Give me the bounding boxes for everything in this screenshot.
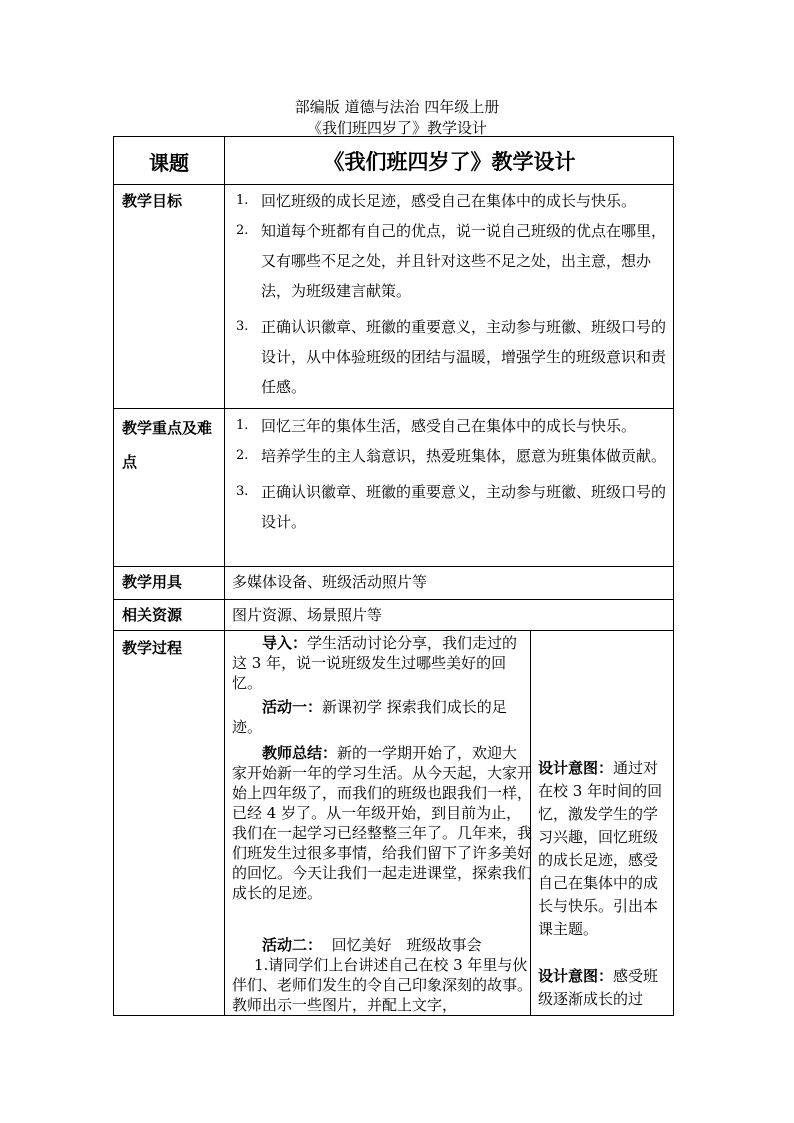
- title-label: 课题: [149, 150, 189, 175]
- design-intent-1: 设计意图：通过对在校 3 年时间的回忆，激发学生的学习兴趣，回忆班级的成长足迹，感受自己在集体中的成长与快乐。引出本课主题。: [538, 759, 663, 938]
- header-line-1: 部编版 道德与法治 四年级上册: [294, 98, 500, 116]
- list-item: 1. 回忆三年的集体生活，感受自己在集体中的成长与快乐。: [236, 417, 637, 435]
- row-divider: [114, 630, 673, 631]
- process-content: [232, 633, 532, 1015]
- tools-value: 多媒体设备、班级活动照片等: [232, 573, 428, 591]
- row-divider: [114, 408, 673, 409]
- list-item: 2. 培养学生的主人翁意识，热爱班集体，愿意为班集体做贡献。: [236, 447, 667, 465]
- row-divider: [114, 599, 673, 600]
- list-item: 1. 回忆班级的成长足迹，感受自己在集体中的成长与快乐。: [236, 192, 637, 210]
- header-line-2: 《我们班四岁了》教学设计: [306, 119, 487, 137]
- list-item: 3. 正确认识徽章、班徽的重要意义，主动参与班徽、班级口号的设计，从中体验班级的团结与温暖，增强学生的班级意识和责任感。: [236, 318, 667, 396]
- summary-paragraph: 教师总结：新的一学期开始了，欢迎大家开始新一年的学习生活。从今天起，大家开始上四年级了，而我们的班级也跟我们一样，已经 4 岁了。从一年级开始，到目前为止，我们在一起学习已经整整三年了。几年来，我们班发生过很多事情，给我们留下了许多美好的回忆。今天让我们一起走进课堂，探索我们成长的足迹。: [232, 744, 533, 902]
- objectives-list: [226, 186, 667, 402]
- tools-label: 教学用具: [122, 573, 183, 591]
- activity2-paragraph: 活动二： 回忆美好 班级故事会: [262, 936, 482, 954]
- objectives-label: 教学目标: [122, 192, 183, 210]
- activity2-body: 1.请同学们上台讲述自己在校 3 年里与伙伴们、老师们发生的令自己印象深刻的故事。教师出示一些图片，并配上文字，: [232, 956, 533, 1014]
- lesson-plan-table: [113, 136, 674, 1016]
- key-points-label: 教学重点及难点: [122, 419, 213, 471]
- key-points-list: [226, 411, 667, 537]
- activity1-paragraph: 活动一：新课初学 探索我们成长的足迹。: [232, 698, 507, 736]
- intro-paragraph: 导入：学生活动讨论分享，我们走过的这 3 年，说一说班级发生过哪些美好的回忆。: [232, 634, 518, 692]
- process-label: 教学过程: [122, 639, 183, 657]
- resources-label: 相关资源: [122, 606, 183, 624]
- design-intent-2: 设计意图：感受班级逐渐成长的过: [538, 967, 659, 1008]
- list-item: 2. 知道每个班都有自己的优点，说一说自己班级的优点在哪里，又有哪些不足之处，并且针对这些不足之处，出主意，想办法，为班级建言献策。: [236, 222, 667, 300]
- document-header: [0, 97, 794, 139]
- page-title: 《我们班四岁了》教学设计: [323, 149, 576, 174]
- column-divider: [224, 137, 225, 1015]
- list-item: 3. 正确认识徽章、班徽的重要意义，主动参与班徽、班级口号的设计。: [236, 483, 667, 531]
- resources-value: 图片资源、场景照片等: [232, 606, 383, 624]
